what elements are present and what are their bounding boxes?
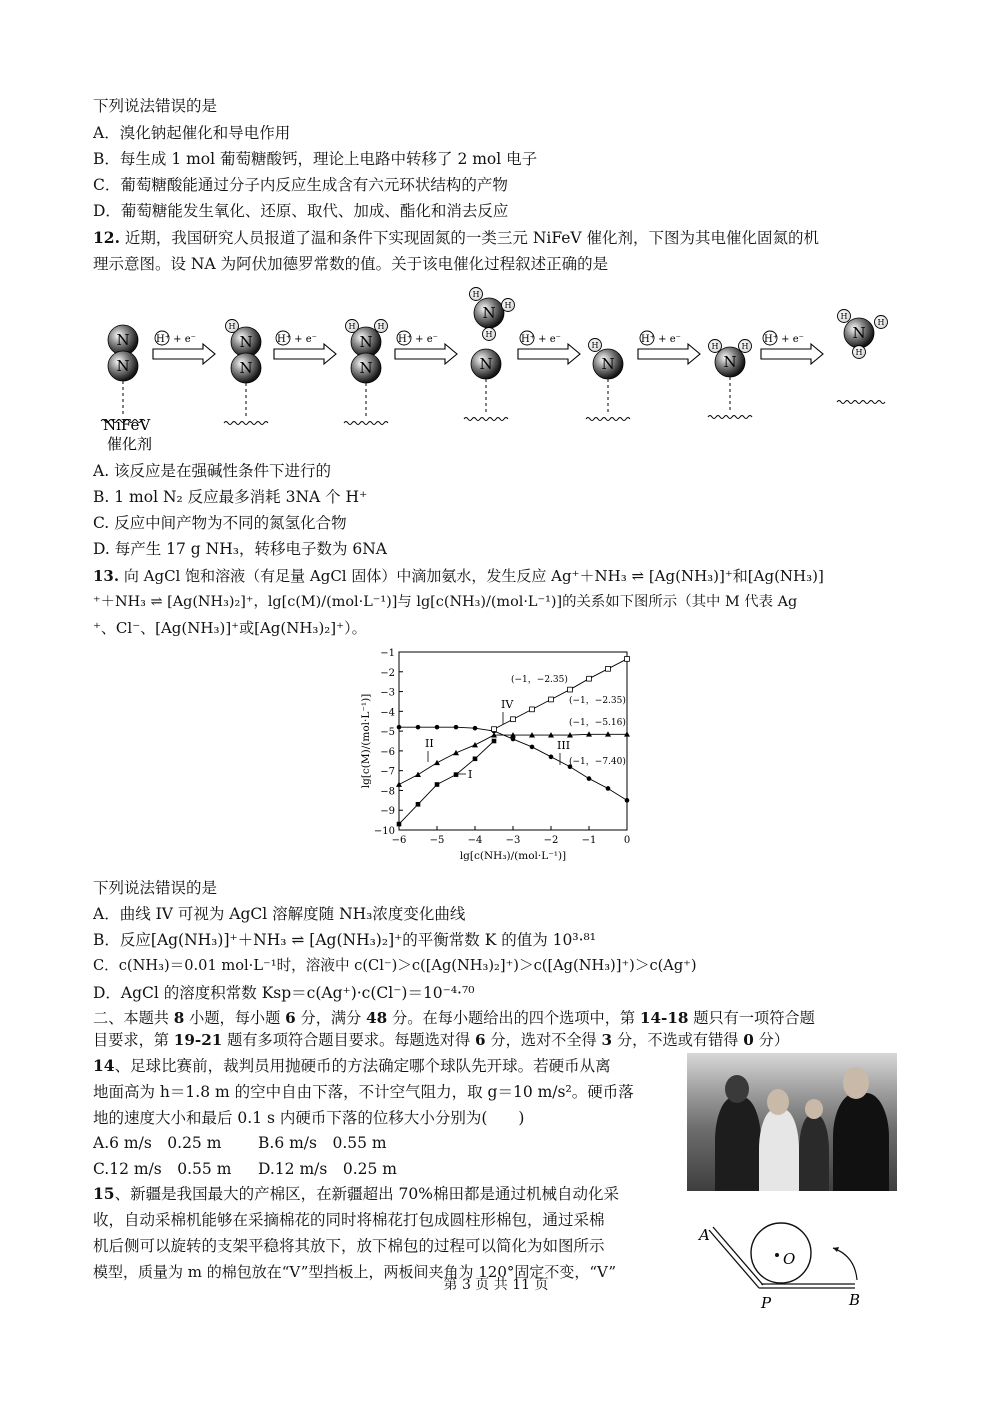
- data-point-IV: [606, 666, 611, 671]
- label-o: O: [783, 1250, 796, 1268]
- x-tick-label: −1: [581, 835, 597, 846]
- x-tick-label: 0: [623, 835, 631, 846]
- data-point-IV: [511, 717, 516, 722]
- question-13-line-2: ⁺＋NH₃ ⇌ [Ag(NH₃)₂]⁺，lg[c(M)/(mol·L⁻¹)]与 lg[c(NH₃)/(mol·L⁻¹)]的关系如下图所示（其中 M 代表 Ag: [93, 594, 798, 610]
- data-point-III: [606, 786, 611, 791]
- question-15-line-4: 模型，质量为 m 的棉包放在“V”型挡板上，两板间夹角为 120°固定不变，“V”: [93, 1263, 617, 1281]
- question-stem: 下列说法错误的是: [93, 879, 218, 897]
- data-point-IV: [492, 727, 497, 732]
- text: 48: [366, 1009, 388, 1027]
- question-stem: 下列说法错误的是: [93, 97, 218, 115]
- nitrogen-label: N: [482, 304, 496, 322]
- data-point-I: [492, 739, 497, 744]
- catalyst-surface: [344, 422, 388, 425]
- data-point-I: [416, 802, 421, 807]
- hydrogen-label: H: [855, 348, 863, 357]
- option-c: C．c(NH₃)＝0.01 mol·L⁻¹时，溶液中 c(Cl⁻)＞c([Ag(NH₃)₂]⁺)＞c([Ag(NH₃)]⁺)＞c(Ag⁺): [93, 957, 697, 974]
- y-tick-label: −10: [373, 826, 395, 837]
- text: 分，不选或有错得: [612, 1031, 744, 1049]
- nitrogen-label: N: [116, 331, 130, 349]
- y-tick-label: −3: [380, 687, 395, 699]
- question-15-line-1: [93, 1184, 619, 1204]
- question-15-line-3: 机后侧可以旋转的支架平稳将其放下，放下棉包的过程可以简化为如图所示: [93, 1237, 605, 1255]
- arrow-label: H⁺ + e⁻: [277, 334, 317, 345]
- arrow-label: H⁺ + e⁻: [398, 334, 438, 345]
- reaction-arrow: [395, 344, 457, 364]
- data-point-III: [625, 798, 630, 803]
- series-line-I: [399, 741, 494, 824]
- nitrogen-label: N: [479, 355, 493, 373]
- catalyst-surface: [586, 418, 630, 421]
- reaction-arrow: [638, 344, 700, 364]
- question-12-line-1: [93, 228, 819, 248]
- curve-label-III: III: [557, 739, 571, 752]
- y-axis-label: lg[c(M)/(mol·L⁻¹)]: [360, 693, 372, 789]
- y-tick-label: −1: [380, 648, 395, 659]
- data-point-II: [415, 772, 421, 777]
- catalyst-label-1: NiFeV: [103, 416, 151, 434]
- curve-label-IV: IV: [501, 698, 514, 711]
- text: 8: [173, 1009, 185, 1027]
- nitrogen-label: N: [359, 359, 373, 377]
- question-13-line-1: [93, 566, 824, 586]
- reaction-arrow: [761, 344, 823, 364]
- point-annotation: (−1，−2.35): [511, 675, 568, 685]
- section-instructions-2: [93, 1030, 789, 1050]
- point-annotation: (−1，−5.16): [569, 718, 626, 728]
- nitrogen-label: N: [359, 333, 373, 351]
- data-point-II: [434, 760, 440, 765]
- y-tick-label: −4: [380, 707, 395, 719]
- label-p: P: [761, 1294, 772, 1312]
- data-point-I: [435, 782, 440, 787]
- v-baffle-diagram: [695, 1196, 895, 1314]
- text: 6: [285, 1009, 296, 1027]
- hydrogen-label: H: [840, 312, 848, 321]
- ag-ammonia-chart: [355, 644, 645, 866]
- label-b: B: [849, 1291, 861, 1309]
- question-text: 、足球比赛前，裁判员用抛硬币的方法确定哪个球队先开球。若硬币从离: [114, 1057, 611, 1075]
- hydrogen-label: H: [377, 322, 385, 331]
- data-point-IV: [549, 697, 554, 702]
- option-c: C．葡萄糖酸能通过分子内反应生成含有六元环状结构的产物: [93, 176, 508, 194]
- x-tick-label: −3: [505, 835, 521, 846]
- question-number: 13.: [93, 567, 120, 585]
- question-12-line-2: 理示意图。设 NA 为阿伏加德罗常数的值。关于该电催化过程叙述正确的是: [93, 255, 609, 273]
- hydrogen-label: H: [348, 322, 356, 331]
- point-annotation: (−1，−2.35): [569, 696, 626, 706]
- option-d: D.12 m/s 0.25 m: [258, 1160, 397, 1178]
- text: 题只有一项符合题: [688, 1009, 815, 1027]
- question-text: 近期，我国研究人员报道了温和条件下实现固氮的一类三元 NiFeV 催化剂，下图为其电催化固氮的机: [119, 229, 820, 247]
- section-instructions-1: [93, 1008, 815, 1028]
- hydrogen-label: H: [472, 290, 480, 299]
- text: 19-21: [173, 1031, 223, 1049]
- question-text: 、新疆是我国最大的产棉区，在新疆超出 70%棉田都是通过机械自动化采: [114, 1185, 619, 1203]
- data-point-III: [587, 776, 592, 781]
- option-a: A. 该反应是在强碱性条件下进行的: [93, 462, 332, 480]
- data-point-IV: [625, 657, 630, 662]
- hydrogen-label: H: [485, 330, 493, 339]
- data-point-I: [454, 772, 459, 777]
- text: 分，满分: [295, 1009, 367, 1027]
- option-c: C. 反应中间产物为不同的氮氢化合物: [93, 514, 347, 532]
- hydrogen-label: H: [711, 342, 719, 351]
- option-a: A．曲线 IV 可视为 AgCl 溶解度随 NH₃浓度变化曲线: [93, 905, 466, 923]
- catalyst-surface: [837, 401, 885, 404]
- nitrogen-label: N: [239, 359, 253, 377]
- x-tick-label: −4: [467, 835, 483, 846]
- data-point-IV: [587, 676, 592, 681]
- question-14-line-2: 地面高为 h＝1.8 m 的空中自由下落，不计空气阻力，取 g＝10 m/s²。硬币落: [93, 1083, 634, 1101]
- option-a: A．溴化钠起催化和导电作用: [93, 124, 291, 142]
- nitrogen-label: N: [852, 324, 866, 342]
- data-point-III: [530, 745, 535, 750]
- data-point-IV: [530, 707, 535, 712]
- text: 题有多项符合题目要求。每题选对得: [222, 1031, 475, 1049]
- nitrogen-label: N: [239, 333, 253, 351]
- question-14-line-1: [93, 1056, 611, 1076]
- data-point-II: [472, 742, 478, 747]
- catalyst-surface: [464, 418, 508, 421]
- option-b: B. 1 mol N₂ 反应最多消耗 3NA 个 H⁺: [93, 488, 368, 506]
- data-point-II: [453, 750, 459, 755]
- question-text: 向 AgCl 饱和溶液（有足量 AgCl 固体）中滴加氨水，发生反应 Ag⁺＋NH₃ ⇌ [Ag(NH₃)]⁺和[Ag(NH₃)]: [119, 567, 824, 585]
- question-number: 15: [93, 1184, 115, 1203]
- reaction-arrow: [274, 344, 336, 364]
- text: 14-18: [639, 1009, 689, 1027]
- option-c: C.12 m/s 0.55 m: [93, 1160, 232, 1178]
- hydrogen-label: H: [877, 318, 885, 327]
- hydrogen-label: H: [228, 322, 236, 331]
- option-a: A.6 m/s 0.25 m: [93, 1134, 222, 1152]
- text: 二、本题共: [93, 1009, 174, 1027]
- question-number: 12.: [93, 228, 120, 247]
- arrow-label: H⁺ + e⁻: [521, 334, 561, 345]
- nitrogen-label: N: [723, 353, 737, 371]
- arrow-label: H⁺ + e⁻: [156, 334, 196, 345]
- y-tick-label: −9: [380, 806, 395, 818]
- reaction-arrow: [153, 344, 215, 364]
- text: 分。在每小题给出的四个选项中，第: [387, 1009, 640, 1027]
- data-point-III: [454, 725, 459, 730]
- data-point-IV: [568, 687, 573, 692]
- nitrogen-label: N: [601, 355, 615, 373]
- y-tick-label: −7: [380, 766, 395, 778]
- option-d: D. 每产生 17 g NH₃，转移电子数为 6NA: [93, 540, 387, 558]
- nitrogen-label: N: [116, 357, 130, 375]
- x-tick-label: −6: [391, 835, 407, 846]
- curve-label-II: II: [425, 737, 434, 750]
- catalyst-surface: [708, 416, 752, 419]
- option-b: B.6 m/s 0.55 m: [258, 1134, 387, 1152]
- y-tick-label: −8: [380, 786, 395, 798]
- curve-label-I: I: [468, 768, 473, 781]
- text: 3: [601, 1031, 613, 1049]
- nitrogen-fixation-diagram: [93, 278, 903, 458]
- data-point-III: [473, 726, 478, 731]
- y-tick-label: −6: [380, 746, 395, 758]
- arrow-label: H⁺ + e⁻: [764, 334, 804, 345]
- data-point-III: [549, 755, 554, 760]
- text: 目要求，第: [93, 1031, 174, 1049]
- label-a: A: [699, 1226, 710, 1244]
- text: 小题，每小题: [184, 1009, 286, 1027]
- question-14-line-3: 地的速度大小和最后 0.1 s 内硬币下落的位移大小分别为( ): [93, 1109, 525, 1127]
- x-axis-label: lg[c(NH₃)/(mol·L⁻¹)]: [459, 850, 567, 862]
- text: 分，选对不全得: [485, 1031, 602, 1049]
- y-tick-label: −5: [380, 727, 395, 739]
- text: 0: [743, 1031, 754, 1049]
- text: 6: [475, 1031, 486, 1049]
- data-point-III: [397, 725, 402, 730]
- option-b: B．反应[Ag(NH₃)]⁺＋NH₃ ⇌ [Ag(NH₃)₂]⁺的平衡常数 K 的值为 10³·⁸¹: [93, 931, 596, 949]
- option-d: D．葡萄糖能发生氧化、还原、取代、加成、酯化和消去反应: [93, 202, 509, 220]
- page-footer: 第 3 页 共 11 页: [443, 1277, 549, 1293]
- catalyst-surface: [224, 422, 268, 425]
- data-point-I: [397, 822, 402, 827]
- y-tick-label: −2: [380, 667, 395, 679]
- data-point-II: [396, 782, 402, 787]
- hydrogen-label: H: [741, 342, 749, 351]
- text: 分）: [753, 1031, 790, 1049]
- question-13-line-3: ⁺、Cl⁻、[Ag(NH₃)]⁺或[Ag(NH₃)₂]⁺）。: [93, 619, 367, 637]
- x-tick-label: −2: [543, 835, 559, 846]
- hydrogen-label: H: [504, 301, 512, 310]
- data-point-III: [511, 737, 516, 742]
- catalyst-label-2: 催化剂: [107, 435, 153, 453]
- hydrogen-label: H: [591, 341, 599, 350]
- data-point-III: [435, 725, 440, 730]
- soccer-coin-toss-photo: [687, 1053, 897, 1191]
- x-tick-label: −5: [429, 835, 445, 846]
- data-point-III: [416, 725, 421, 730]
- option-d: D．AgCl 的溶度积常数 Ksp＝c(Ag⁺)·c(Cl⁻)＝10⁻⁴·⁷⁰: [93, 984, 475, 1002]
- question-15-line-2: 收，自动采棉机能够在采摘棉花的同时将棉花打包成圆柱形棉包，通过采棉: [93, 1211, 605, 1229]
- question-number: 14: [93, 1056, 115, 1075]
- data-point-I: [473, 757, 478, 762]
- option-b: B．每生成 1 mol 葡萄糖酸钙，理论上电路中转移了 2 mol 电子: [93, 150, 538, 168]
- reaction-arrow: [518, 344, 580, 364]
- point-annotation: (−1，−7.40): [569, 757, 626, 767]
- arrow-label: H⁺ + e⁻: [641, 334, 681, 345]
